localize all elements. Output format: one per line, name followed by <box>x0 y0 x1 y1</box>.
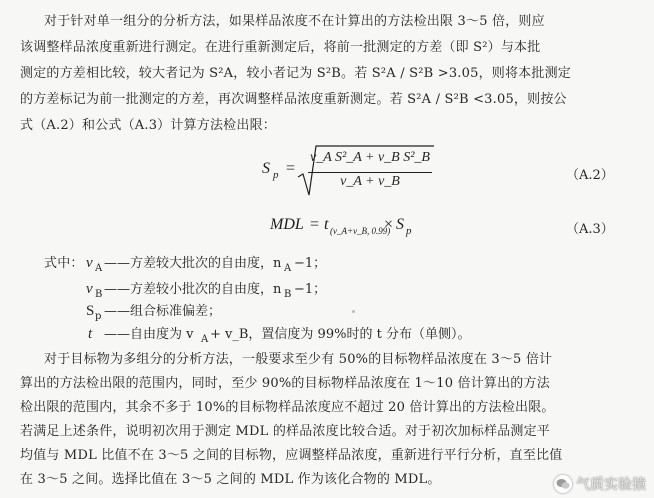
paragraph1-line-2: 该调整样品浓度重新进行测定。在进行重新测定后，将前一批测定的方差（即 S²）与本批 <box>20 40 541 55</box>
eq-a2-lhs-sub: p <box>273 169 279 181</box>
def-symbol: t <box>88 326 93 342</box>
def-symbol: v <box>86 255 93 271</box>
def-symbol: S <box>86 303 95 319</box>
def-desc-tail: −1； <box>294 282 327 297</box>
paragraph2-line-5: 均值与 MDL 比值不在 3～5 之间的目标物，应调整样品浓度，重新进行平行分析，直至比值 <box>20 448 563 463</box>
watermark <box>554 474 646 494</box>
paragraph2-line-3: 检出限的范围内，其余不多于 10%的目标物样品浓度应不超过 20 倍计算出的方法检出限。 <box>20 400 555 415</box>
def-symbol-sub: p <box>95 311 102 322</box>
eq-a3-t-sub: (v_A+v_B, 0.99) <box>330 226 391 236</box>
def-desc-sub: A <box>284 263 292 274</box>
def-desc-sub: B <box>284 289 292 300</box>
eq-a3-lhs: MDL <box>270 216 304 233</box>
eq-a3-equals: = <box>310 216 320 233</box>
paragraph2-line-4: 若满足上述条件，说明初次用于测定 MDL 的样品浓度比较合适。对于初次加标样品测定平 <box>20 424 551 439</box>
eq-a3-times: × <box>384 216 394 233</box>
eq-a2-fraction <box>306 150 434 198</box>
definitions-lead: 式中： <box>44 256 84 271</box>
paragraph2-line-1: 对于目标物为多组分的分析方法，一般要求至少有 50%的目标物样品浓度在 3～5 倍计 <box>44 352 553 367</box>
paragraph1-line-4: 的方差标记为前一批测定的方差，再次调整样品浓度重新测定。若 S²A / S²B <3.05，则按公 <box>20 92 567 107</box>
eq-a2-numerator: v_A S²_A + v_B S²_B <box>310 150 430 165</box>
scan-dot <box>352 310 355 313</box>
paragraph1-line-5: 式（A.2）和公式（A.3）计算方法检出限： <box>20 118 276 133</box>
eq-a3-sp: S <box>396 216 404 233</box>
def-symbol-sub: B <box>95 289 103 300</box>
eq-a2-equals: = <box>286 160 296 177</box>
paragraph2-line-6: 在 3～5 之间。选择比值在 3～5 之间的 MDL 作为该化合物的 MDL。 <box>20 472 441 487</box>
def-symbol: v <box>86 281 93 297</box>
paragraph1-line-3: 测定的方差相比较，较大者记为 S²A，较小者记为 S²B。若 S²A / S²B >3.05，则将本批测定 <box>20 66 571 81</box>
def-desc: ——自由度为 v <box>104 327 194 342</box>
watermark-text: 气质实验猿 <box>576 477 646 493</box>
def-symbol-sub: A <box>95 263 103 274</box>
def-desc-tail: + v_B，置信度为 99%时的 t 分布（单侧）。 <box>210 327 471 342</box>
wechat-icon <box>554 475 572 493</box>
eq-a3-t: t <box>324 216 329 233</box>
paragraph1-line-1: 对于针对单一组分的分析方法，如果样品浓度不在计算出的方法检出限 3～5 倍，则应 <box>44 14 545 29</box>
paragraph2-line-2: 算出的方法检出限的范围内，同时，至少 90%的目标物样品浓度在 1～10 倍计算出的方法 <box>20 376 550 391</box>
def-desc: ——方差较大批次的自由度，n <box>104 256 282 271</box>
def-desc-sub: A <box>201 334 209 345</box>
fraction-bar <box>308 172 432 173</box>
eq-a2-denominator: v_A + v_B <box>340 174 400 189</box>
eq-a2-number: （A.2） <box>566 168 614 183</box>
def-desc: ——方差较小批次的自由度，n <box>104 282 282 297</box>
eq-a3-number: （A.3） <box>566 222 614 237</box>
eq-a3-sp-sub: p <box>406 225 412 237</box>
eq-a2-lhs: S <box>262 160 270 177</box>
def-desc-tail: −1； <box>294 256 327 271</box>
def-desc: ——组合标准偏差； <box>104 304 222 319</box>
